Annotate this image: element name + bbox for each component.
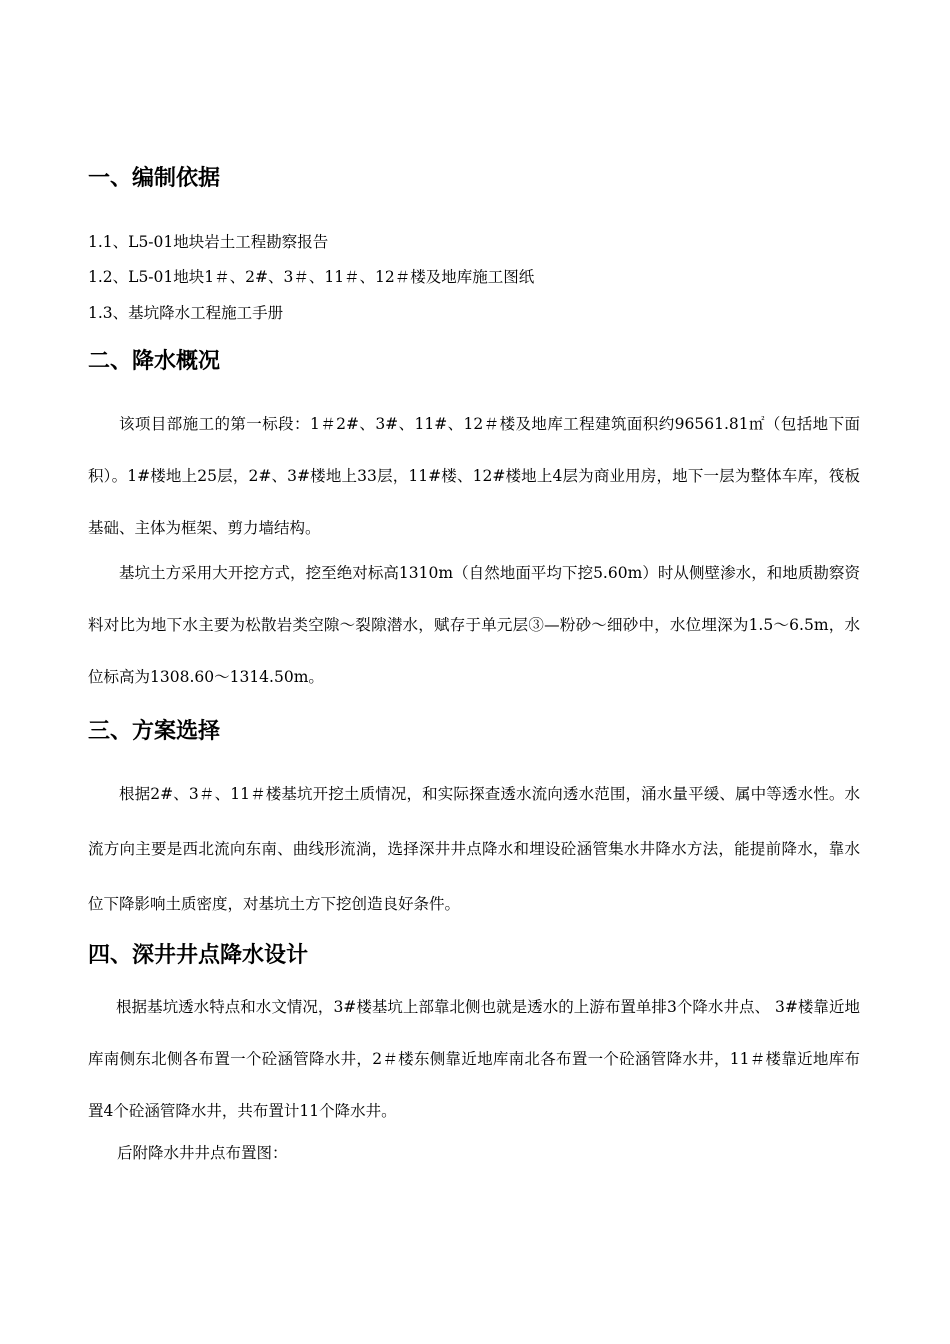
section-1-heading: 一、编制依据 — [88, 166, 221, 191]
layout-drawing-note: 后附降水井井点布置图： — [117, 1144, 288, 1162]
section-4-heading: 四、深井井点降水设计 — [88, 943, 309, 968]
section-4-paragraph-1: 根据基坑透水特点和水文情况，3#楼基坑上部靠北侧也就是透水的上游布置单排3个降水井点、 3#楼靠近地库南侧东北侧各布置一个砼涵管降水井，2＃楼东侧靠近地库南北各布置一个砼涵管降水井，11＃楼靠近地库布置4个砼涵管降水井，共布置计11个降水井。 — [88, 998, 860, 1120]
section-2-heading: 二、降水概况 — [88, 349, 221, 374]
basis-item-2: 1.2、L5-01地块1＃、2#、3＃、11＃、12＃楼及地库施工图纸 — [88, 268, 535, 286]
section-3-paragraph-1: 根据2#、3＃、11＃楼基坑开挖土质情况，和实际探查透水流向透水范围，涌水量平缓、属中等透水性。水流方向主要是西北流向东南、曲线形流淌，选择深井井点降水和埋设砼涵管集水井降水方法，能提前降水，靠水位下降影响土质密度，对基坑土方下挖创造良好条件。 — [88, 785, 860, 913]
section-2-paragraph-2: 基坑土方采用大开挖方式，挖至绝对标高1310m（自然地面平均下挖5.60m）时从侧壁渗水，和地质勘察资料对比为地下水主要为松散岩类空隙～裂隙潜水，赋存于单元层③—粉砂～细砂中，水位埋深为1.5～6.5m，水位标高为1308.60～1314.50m。 — [88, 564, 860, 686]
basis-item-1: 1.1、L5-01地块岩土工程勘察报告 — [88, 233, 329, 251]
basis-item-3: 1.3、基坑降水工程施工手册 — [88, 304, 284, 322]
section-3-heading: 三、方案选择 — [88, 719, 221, 744]
section-2-paragraph-1: 该项目部施工的第一标段：1＃2#、3#、11#、12＃楼及地库工程建筑面积约96561.81㎡（包括地下面积）。1#楼地上25层，2#、3#楼地上33层，11#楼、12#楼地上4层为商业用房，地下一层为整体车库，筏板基础、主体为框架、剪力墙结构。 — [88, 415, 860, 537]
